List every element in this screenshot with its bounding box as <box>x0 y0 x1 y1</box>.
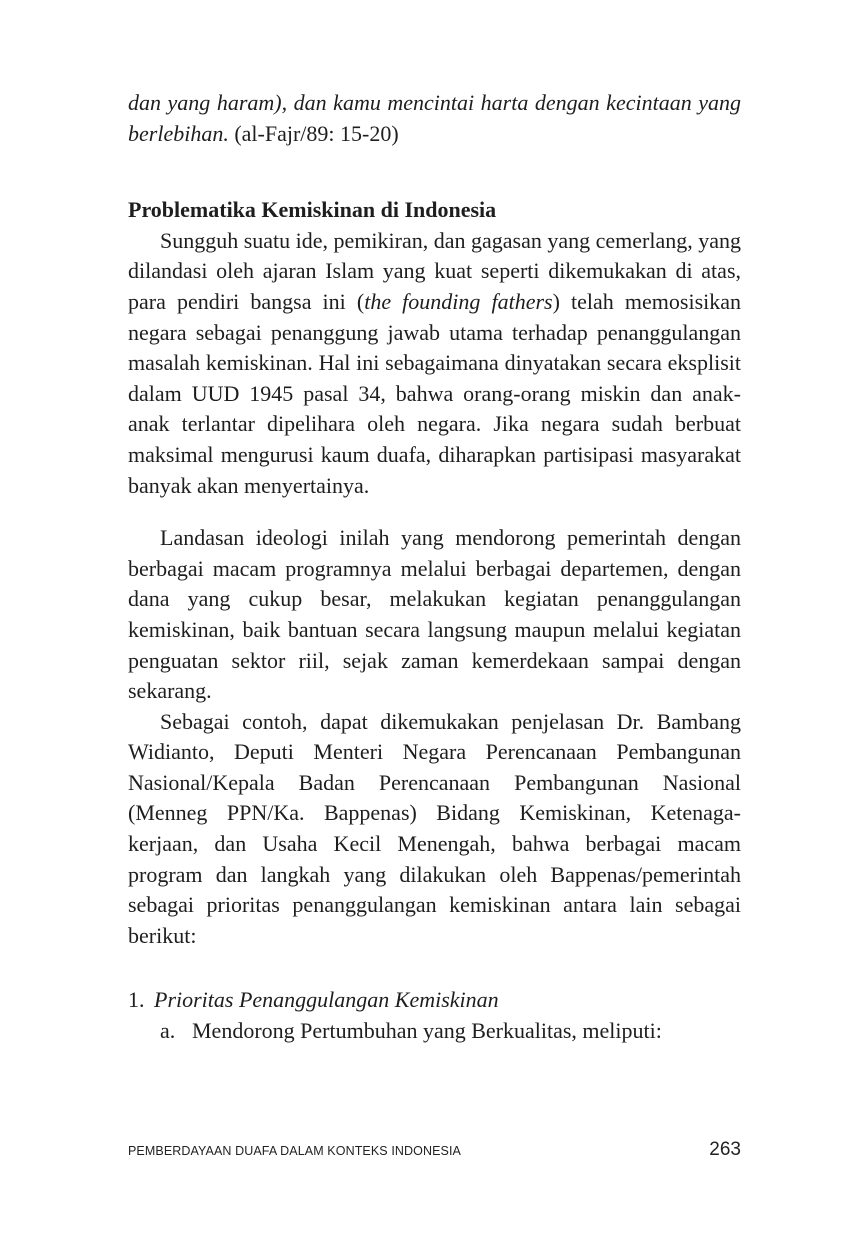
quote-italic-text: dan yang haram), dan kamu mencintai harta dengan kecintaan yang berlebihan. <box>128 90 741 146</box>
paragraph-3: Sebagai contoh, dapat dikemukakan penjelasan Dr. Bambang Widianto, Deputi Menteri Negara Perencanaan Pembangunan Nasional/Kepala Badan Perencanaan Pembangunan Nasional (Menneg PPN/Ka. Bappenas) Bidang Kemiskinan, Ketenaga-kerjaan, dan Usaha Kecil Menengah, bahwa berbagai macam program dan langkah yang dilakukan oleh Bappenas/pemerintah sebagai prioritas penanggulangan kemiskinan antara lain sebagai berikut: <box>128 708 741 948</box>
section-heading: Problematika Kemiskinan di Indonesia <box>128 197 497 223</box>
paragraph-1-after: ) telah memosisikan negara sebagai penanggung jawab utama terhadap penanggulangan masalah kemiskinan. Hal ini sebagaimana dinyatakan secara eksplisit dalam UUD 1945 pasal 34, bahwa orang-orang miskin dan anak-anak terlantar dipelihara oleh negara. Jika negara sudah berbuat maksimal mengurusi kaum duafa, diharapkan partisipasi masyarakat banyak akan menyertainya. <box>128 288 742 498</box>
paragraph-1-italic: the founding fathers <box>364 288 553 314</box>
sub-list-text: Mendorong Pertumbuhan yang Berkualitas, meliputi: <box>192 1018 662 1044</box>
quran-quote <box>128 88 741 149</box>
list-title: Prioritas Penanggulangan Kemiskinan <box>154 987 499 1013</box>
sub-list-item-a <box>160 1016 741 1047</box>
page-footer <box>128 1139 741 1161</box>
page-body <box>128 88 741 1047</box>
list-number: 1. <box>128 987 145 1013</box>
list-item-1 <box>128 985 741 1016</box>
footer-book-title: PEMBERDAYAAN DUAFA DALAM KONTEKS INDONESIA <box>128 1144 461 1158</box>
paragraph-1-before: Sungguh suatu ide, pemikiran, dan gagasan yang cemerlang, yang dilandasi oleh ajaran Islam yang kuat seperti dikemukakan di atas, para pendiri bangsa ini ( <box>128 227 742 314</box>
page-number: 263 <box>709 1139 741 1160</box>
paragraph-1 <box>128 226 741 501</box>
quote-citation: (al-Fajr/89: 15-20) <box>228 120 399 146</box>
paragraph-2: Landasan ideologi inilah yang mendorong pemerintah dengan berbagai macam programnya melalui berbagai departemen, dengan dana yang cukup besar, melakukan kegiatan penanggulangan kemiskinan, baik bantuan secara langsung maupun melalui kegiatan penguatan sektor riil, sejak zaman kemerdekaan sampai dengan sekarang. <box>128 525 741 704</box>
sub-list-letter: a. <box>160 1018 176 1044</box>
